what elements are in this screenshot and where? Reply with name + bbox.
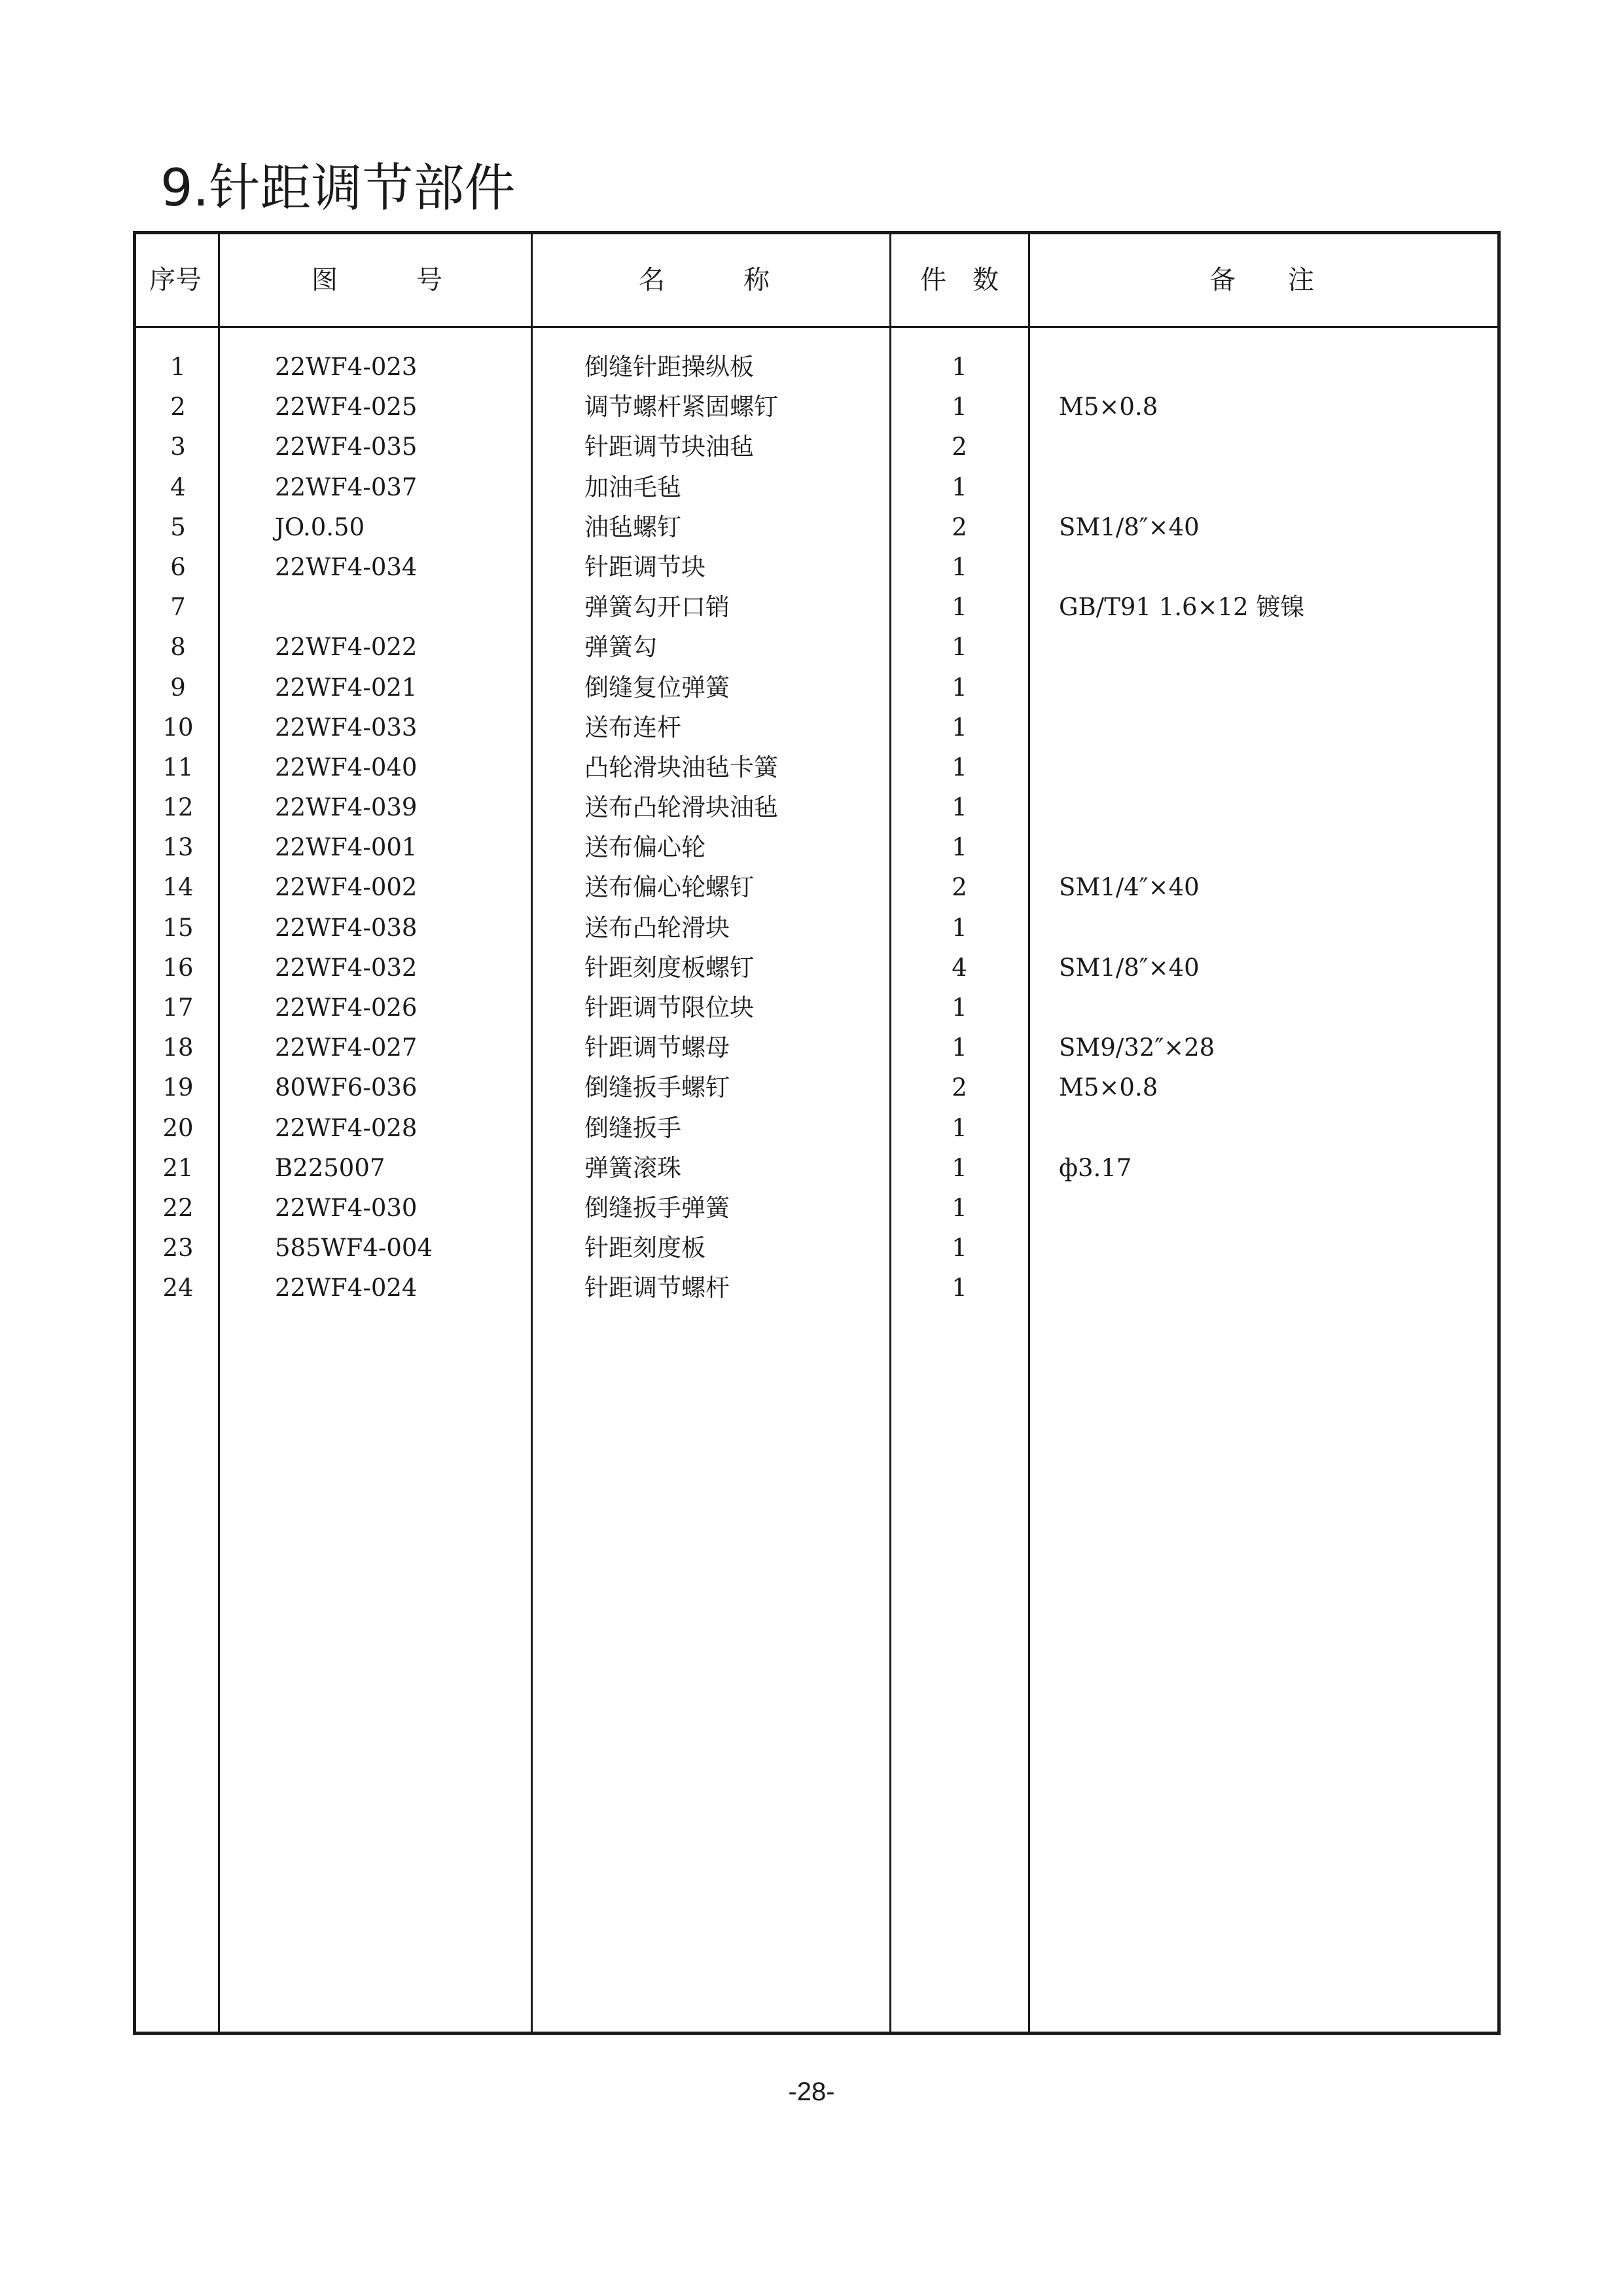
header-drawing-number: 图 号 xyxy=(312,265,442,295)
row-seq: 3 xyxy=(170,433,186,461)
table-row xyxy=(136,668,1497,708)
row-drawing-number: 22WF4-037 xyxy=(275,473,418,501)
row-quantity: 2 xyxy=(952,512,967,541)
row-quantity: 1 xyxy=(952,633,967,662)
row-seq: 5 xyxy=(170,512,186,541)
table-row xyxy=(136,1188,1497,1228)
row-seq: 24 xyxy=(162,1274,194,1302)
row-drawing-number: 22WF4-034 xyxy=(275,552,418,581)
row-quantity: 1 xyxy=(952,593,967,622)
table-row xyxy=(136,627,1497,667)
row-remark: SM1/8″×40 xyxy=(1059,512,1200,541)
row-part-name: 倒缝扳手螺钉 xyxy=(584,1073,730,1102)
row-quantity: 1 xyxy=(952,913,967,942)
row-quantity: 1 xyxy=(952,1234,967,1263)
table-row xyxy=(136,867,1497,907)
row-remark: M5×0.8 xyxy=(1059,393,1158,422)
page-title: 9.针距调节部件 xyxy=(160,159,516,218)
row-part-name: 弹簧滚珠 xyxy=(584,1153,681,1182)
row-remark: SM9/32″×28 xyxy=(1059,1033,1215,1062)
row-quantity: 1 xyxy=(952,552,967,581)
table-row xyxy=(136,1148,1497,1188)
row-drawing-number: 585WF4-004 xyxy=(275,1234,433,1263)
row-drawing-number: 22WF4-021 xyxy=(275,673,418,702)
table-row xyxy=(136,908,1497,948)
row-seq: 19 xyxy=(162,1073,194,1102)
row-part-name: 加油毛毡 xyxy=(584,473,681,501)
row-seq: 4 xyxy=(170,473,186,501)
row-seq: 10 xyxy=(162,713,194,742)
row-quantity: 1 xyxy=(952,1153,967,1182)
row-part-name: 针距调节块油毡 xyxy=(584,433,754,461)
header-quantity: 件 数 xyxy=(920,265,999,295)
row-drawing-number: 22WF4-026 xyxy=(275,994,418,1022)
table-row xyxy=(136,988,1497,1028)
table-row xyxy=(136,708,1497,747)
table-row xyxy=(136,347,1497,387)
row-seq: 15 xyxy=(162,913,194,942)
row-drawing-number: 22WF4-022 xyxy=(275,633,418,662)
row-seq: 23 xyxy=(162,1234,194,1263)
table-row xyxy=(136,827,1497,867)
table-row xyxy=(136,1028,1497,1067)
row-part-name: 倒缝扳手弹簧 xyxy=(584,1193,730,1222)
row-part-name: 针距调节限位块 xyxy=(584,994,754,1022)
row-seq: 13 xyxy=(162,833,194,862)
row-quantity: 2 xyxy=(952,1073,967,1102)
table-row xyxy=(136,587,1497,627)
row-remark: SM1/4″×40 xyxy=(1059,873,1200,902)
row-part-name: 倒缝针距操纵板 xyxy=(584,353,754,381)
row-quantity: 1 xyxy=(952,1193,967,1222)
row-part-name: 针距调节螺杆 xyxy=(584,1274,730,1302)
row-seq: 2 xyxy=(170,393,186,422)
table-row xyxy=(136,1228,1497,1268)
table-row xyxy=(136,467,1497,507)
row-quantity: 1 xyxy=(952,473,967,501)
row-seq: 22 xyxy=(162,1193,194,1222)
row-drawing-number: 22WF4-035 xyxy=(275,433,418,461)
row-part-name: 针距调节块 xyxy=(584,552,705,581)
table-row xyxy=(136,547,1497,587)
header-seq: 序号 xyxy=(149,265,202,295)
row-seq: 6 xyxy=(170,552,186,581)
row-part-name: 弹簧勾 xyxy=(584,633,657,662)
row-part-name: 送布连杆 xyxy=(584,713,681,742)
table-row xyxy=(136,1067,1497,1107)
row-quantity: 4 xyxy=(952,953,967,982)
row-quantity: 1 xyxy=(952,393,967,422)
row-part-name: 针距刻度板 xyxy=(584,1234,705,1263)
header-remark: 备 注 xyxy=(1209,265,1314,295)
row-drawing-number: 22WF4-027 xyxy=(275,1033,418,1062)
row-quantity: 1 xyxy=(952,713,967,742)
row-part-name: 调节螺杆紧固螺钉 xyxy=(584,393,778,422)
row-drawing-number: 22WF4-023 xyxy=(275,353,418,381)
row-seq: 11 xyxy=(162,753,194,781)
table-row xyxy=(136,1268,1497,1308)
header-part-name: 名 称 xyxy=(639,265,770,295)
table-row xyxy=(136,507,1497,547)
row-remark: SM1/8″×40 xyxy=(1059,953,1200,982)
row-quantity: 1 xyxy=(952,1033,967,1062)
table-row xyxy=(136,948,1497,988)
page-number: -28- xyxy=(788,2077,835,2106)
row-part-name: 凸轮滑块油毡卡簧 xyxy=(584,753,778,781)
row-part-name: 送布偏心轮螺钉 xyxy=(584,873,754,902)
row-drawing-number: 22WF4-032 xyxy=(275,953,418,982)
row-quantity: 1 xyxy=(952,833,967,862)
table-row xyxy=(136,387,1497,427)
row-seq: 20 xyxy=(162,1113,194,1142)
row-drawing-number: 22WF4-039 xyxy=(275,793,418,822)
row-part-name: 倒缝复位弹簧 xyxy=(584,673,730,702)
row-quantity: 1 xyxy=(952,753,967,781)
table-row xyxy=(136,787,1497,827)
row-part-name: 油毡螺钉 xyxy=(584,512,681,541)
row-part-name: 送布凸轮滑块油毡 xyxy=(584,793,778,822)
row-quantity: 1 xyxy=(952,793,967,822)
row-seq: 17 xyxy=(162,994,194,1022)
row-drawing-number: B225007 xyxy=(275,1153,385,1182)
row-part-name: 弹簧勾开口销 xyxy=(584,593,730,622)
row-drawing-number: 22WF4-001 xyxy=(275,833,418,862)
row-quantity: 1 xyxy=(952,1274,967,1302)
parts-table xyxy=(133,231,1501,2035)
row-seq: 9 xyxy=(170,673,186,702)
row-quantity: 1 xyxy=(952,994,967,1022)
row-drawing-number: JO.0.50 xyxy=(275,512,365,541)
row-drawing-number: 80WF6-036 xyxy=(275,1073,418,1102)
row-seq: 12 xyxy=(162,793,194,822)
row-drawing-number: 22WF4-024 xyxy=(275,1274,418,1302)
row-quantity: 2 xyxy=(952,873,967,902)
row-drawing-number: 22WF4-033 xyxy=(275,713,418,742)
table-row xyxy=(136,1108,1497,1148)
row-drawing-number: 22WF4-002 xyxy=(275,873,418,902)
row-remark: ф3.17 xyxy=(1059,1153,1132,1182)
table-body xyxy=(136,347,1497,1308)
row-quantity: 1 xyxy=(952,673,967,702)
table-row xyxy=(136,747,1497,787)
row-remark: GB/T91 1.6×12 镀镍 xyxy=(1059,593,1305,622)
row-seq: 1 xyxy=(170,353,186,381)
row-drawing-number: 22WF4-038 xyxy=(275,913,418,942)
row-seq: 14 xyxy=(162,873,194,902)
row-drawing-number: 22WF4-030 xyxy=(275,1193,418,1222)
row-seq: 18 xyxy=(162,1033,194,1062)
row-part-name: 针距调节螺母 xyxy=(584,1033,730,1062)
row-part-name: 送布凸轮滑块 xyxy=(584,913,730,942)
row-part-name: 倒缝扳手 xyxy=(584,1113,681,1142)
row-quantity: 1 xyxy=(952,353,967,381)
row-part-name: 针距刻度板螺钉 xyxy=(584,953,754,982)
row-remark: M5×0.8 xyxy=(1059,1073,1158,1102)
row-drawing-number: 22WF4-028 xyxy=(275,1113,418,1142)
row-part-name: 送布偏心轮 xyxy=(584,833,705,862)
table-row xyxy=(136,427,1497,467)
row-seq: 16 xyxy=(162,953,194,982)
row-drawing-number: 22WF4-025 xyxy=(275,393,418,422)
header-divider xyxy=(136,326,1497,328)
row-seq: 7 xyxy=(170,593,186,622)
row-quantity: 1 xyxy=(952,1113,967,1142)
row-seq: 21 xyxy=(162,1153,194,1182)
row-seq: 8 xyxy=(170,633,186,662)
row-quantity: 2 xyxy=(952,433,967,461)
row-drawing-number: 22WF4-040 xyxy=(275,753,418,781)
